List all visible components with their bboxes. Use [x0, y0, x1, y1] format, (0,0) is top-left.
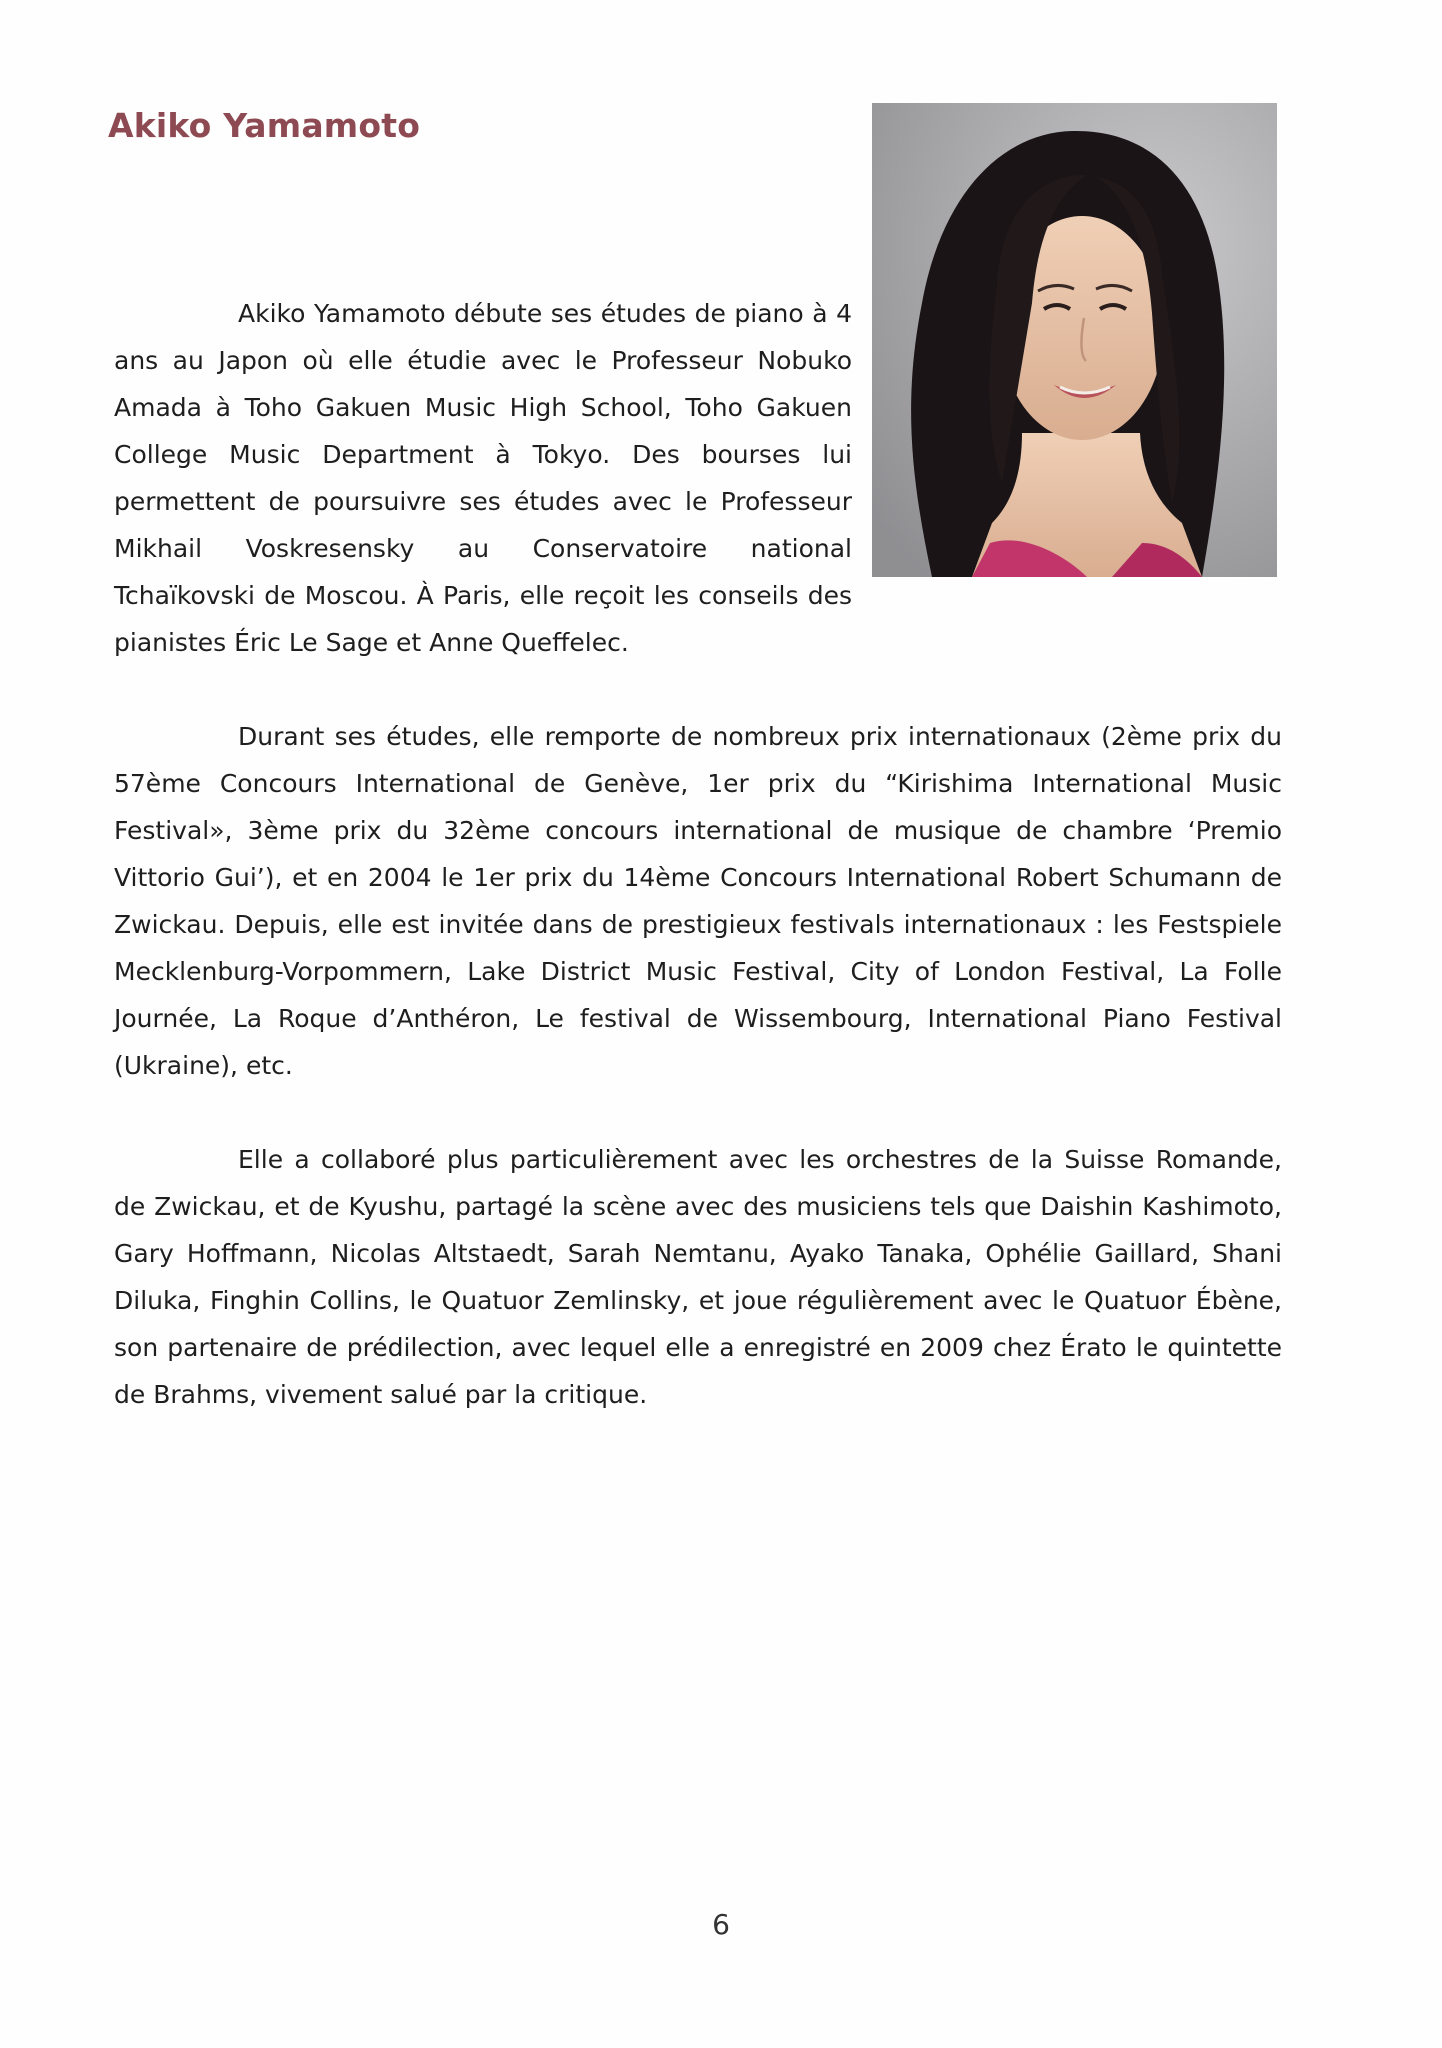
biography-text [114, 290, 1282, 1418]
page-title: Akiko Yamamoto [108, 106, 421, 145]
page-number: 6 [712, 1908, 730, 1941]
paragraph-1: Akiko Yamamoto débute ses études de piano à 4 ans au Japon où elle étudie avec le Professeur Nobuko Amada à Toho Gakuen Music High School, Toho Gakuen College Music Department à Tokyo. Des bourses lui permettent de poursuivre ses études avec le Professeur Mikhail Voskresensky au Conservatoire national Tchaïkovski de Moscou. À Paris, elle reçoit les conseils des pianistes Éric Le Sage et Anne Queffelec. [114, 299, 852, 657]
paragraph-2: Durant ses études, elle remporte de nombreux prix internationaux (2ème prix du 57ème Concours International de Genève, 1er prix du “Kirishima International Music Festival», 3ème prix du 32ème concours international de musique de chambre ‘Premio Vittorio Gui’), et en 2004 le 1er prix du 14ème Concours International Robert Schumann de Zwickau. Depuis, elle est invitée dans de prestigieux festivals internationaux : les Festspiele Mecklenburg-Vorpommern, Lake District Music Festival, City of London Festival, La Folle Journée, La Roque d’Anthéron, Le festival de Wissembourg, International Piano Festival (Ukraine), etc. [114, 722, 1282, 1080]
photo-wrap-spacer [852, 290, 1282, 605]
paragraph-3: Elle a collaboré plus particulièrement avec les orchestres de la Suisse Romande, de Zwickau, et de Kyushu, partagé la scène avec des musiciens tels que Daishin Kashimoto, Gary Hoffmann, Nicolas Altstaedt, Sarah Nemtanu, Ayako Tanaka, Ophélie Gaillard, Shani Diluka, Finghin Collins, le Quatuor Zemlinsky, et joue régulièrement avec le Quatuor Ébène, son partenaire de prédilection, avec lequel elle a enregistré en 2009 chez Érato le quintette de Brahms, vivement salué par la critique. [114, 1145, 1282, 1409]
